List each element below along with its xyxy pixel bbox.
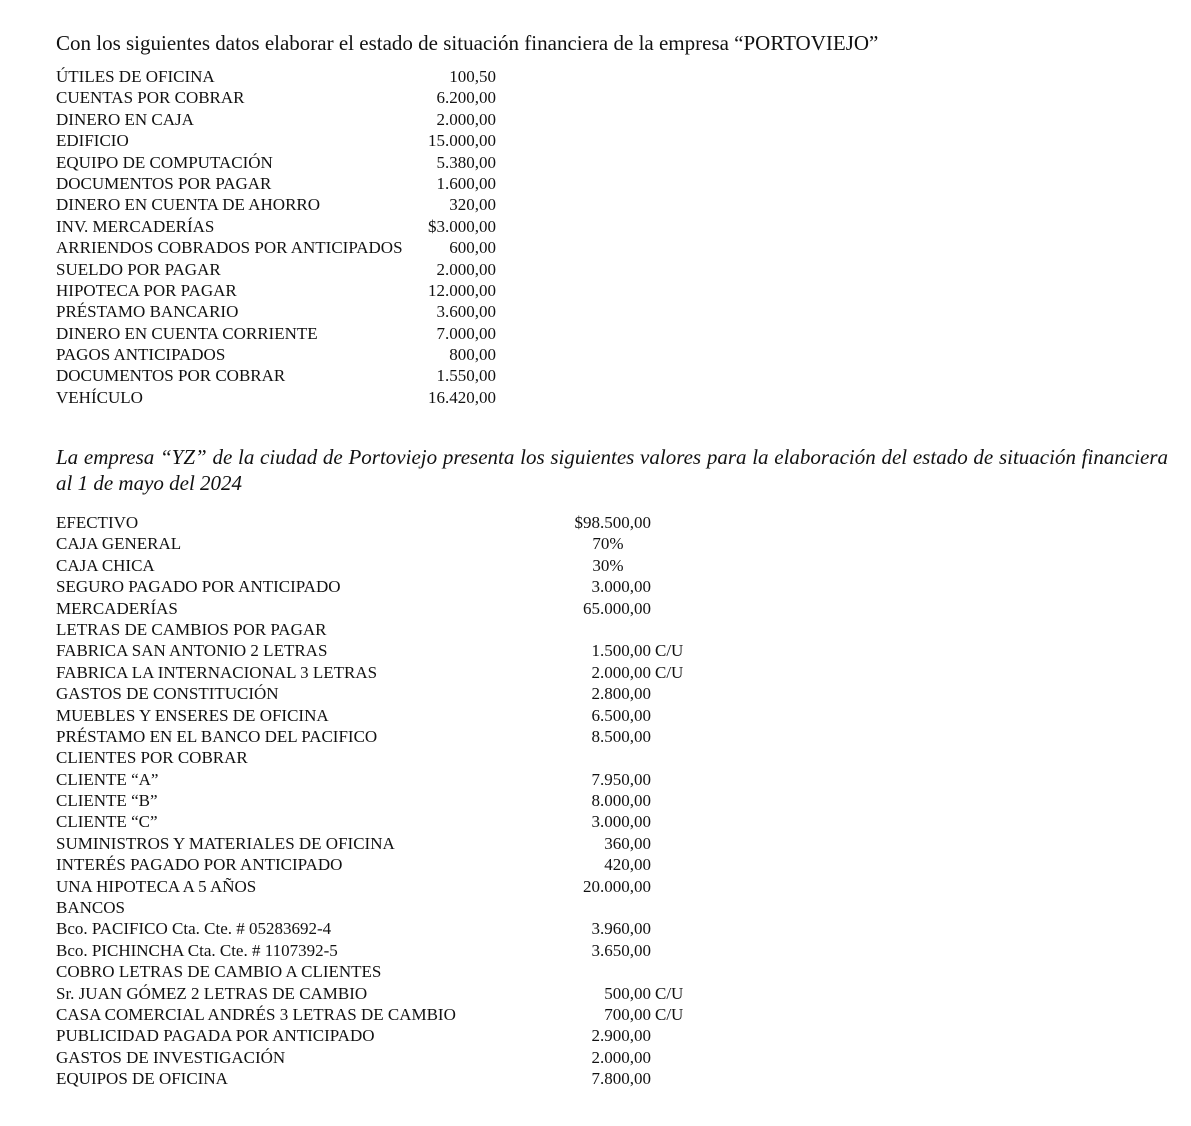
section2-heading: La empresa “YZ” de la ciudad de Portoviejo presenta los siguientes valores para la elaboración del estado de situación financiera al 1 de mayo del 2024 (56, 445, 1168, 495)
item-label: LETRAS DE CAMBIOS POR PAGAR (56, 619, 327, 639)
item-value: $3.000,00 (428, 216, 496, 236)
list-item (56, 940, 756, 961)
list-item (56, 961, 756, 982)
item-value: 2.000,00 (591, 1047, 651, 1067)
item-label: GASTOS DE INVESTIGACIÓN (56, 1047, 286, 1067)
item-label: CASA COMERCIAL ANDRÉS 3 LETRAS DE CAMBIO (56, 1004, 456, 1024)
item-label: EQUIPOS DE OFICINA (56, 1069, 228, 1089)
list-item (56, 259, 516, 280)
item-label: Bco. PICHINCHA Cta. Cte. # 1107392-5 (56, 940, 338, 960)
item-label: CLIENTE “B” (56, 791, 158, 811)
item-value: 3.000,00 (591, 577, 651, 597)
list-item (56, 790, 756, 811)
item-percentage: 70% (592, 534, 624, 554)
list-item (56, 66, 516, 87)
item-value: 800,00 (449, 345, 496, 365)
list-item (56, 1004, 756, 1025)
list-item (56, 173, 516, 194)
section1-heading: Con los siguientes datos elaborar el estado de situación financiera de la empresa “PORTOVIEJO” (56, 31, 879, 55)
item-value: 2.000,00 (436, 259, 496, 279)
item-value: 7.800,00 (591, 1069, 651, 1089)
list-item (56, 555, 756, 576)
item-value: 8.000,00 (591, 791, 651, 811)
item-label: MERCADERÍAS (56, 598, 178, 618)
item-label: FABRICA SAN ANTONIO 2 LETRAS (56, 641, 328, 661)
item-label: MUEBLES Y ENSERES DE OFICINA (56, 705, 329, 725)
item-value: 2.000,00 (436, 109, 496, 129)
item-value: 3.960,00 (591, 919, 651, 939)
item-label: DINERO EN CUENTA CORRIENTE (56, 323, 318, 343)
item-label: COBRO LETRAS DE CAMBIO A CLIENTES (56, 962, 382, 982)
list-item (56, 662, 756, 683)
item-label: PRÉSTAMO BANCARIO (56, 302, 239, 322)
item-label: ARRIENDOS COBRADOS POR ANTICIPADOS (56, 238, 403, 258)
item-label: EDIFICIO (56, 131, 129, 151)
item-label: CLIENTES POR COBRAR (56, 748, 248, 768)
item-value: 65.000,00 (583, 598, 651, 618)
item-label: UNA HIPOTECA A 5 AÑOS (56, 876, 257, 896)
list-item (56, 983, 756, 1004)
list-item (56, 216, 516, 237)
item-label: CAJA GENERAL (56, 534, 182, 554)
item-value: 500,00 (604, 983, 651, 1003)
item-label: PAGOS ANTICIPADOS (56, 345, 226, 365)
item-value: 2.900,00 (591, 1026, 651, 1046)
list-item (56, 130, 516, 151)
item-value: 7.950,00 (591, 769, 651, 789)
item-label: FABRICA LA INTERNACIONAL 3 LETRAS (56, 662, 378, 682)
item-value: 16.420,00 (428, 387, 496, 407)
item-value: 3.650,00 (591, 940, 651, 960)
item-value: 1.600,00 (436, 173, 496, 193)
item-value: 20.000,00 (583, 876, 651, 896)
item-value: 2.000,00 (591, 662, 651, 682)
item-value: 15.000,00 (428, 131, 496, 151)
list-item (56, 344, 516, 365)
item-unit: C/U (655, 662, 684, 682)
item-unit: C/U (655, 983, 684, 1003)
item-label: Bco. PACIFICO Cta. Cte. # 05283692-4 (56, 919, 332, 939)
item-label: SUMINISTROS Y MATERIALES DE OFICINA (56, 833, 395, 853)
list-item (56, 194, 516, 215)
item-label: INV. MERCADERÍAS (56, 216, 215, 236)
list-item (56, 854, 756, 875)
section1-item-list (56, 66, 516, 408)
list-item (56, 1047, 756, 1068)
list-item (56, 918, 756, 939)
list-item (56, 876, 756, 897)
item-label: CLIENTE “A” (56, 769, 159, 789)
item-value: 3.000,00 (591, 812, 651, 832)
list-item (56, 1025, 756, 1046)
item-unit: C/U (655, 1004, 684, 1024)
list-item (56, 512, 756, 533)
list-item (56, 152, 516, 173)
item-value: 12.000,00 (428, 280, 496, 300)
item-label: DOCUMENTOS POR COBRAR (56, 366, 286, 386)
list-item (56, 576, 756, 597)
item-value: 5.380,00 (436, 152, 496, 172)
item-value: $98.500,00 (574, 513, 651, 532)
list-item (56, 811, 756, 832)
item-label: BANCOS (56, 898, 125, 918)
item-label: PUBLICIDAD PAGADA POR ANTICIPADO (56, 1026, 375, 1046)
item-label: CAJA CHICA (56, 555, 155, 575)
item-label: INTERÉS PAGADO POR ANTICIPADO (56, 855, 343, 875)
list-item (56, 301, 516, 322)
item-value: 600,00 (449, 238, 496, 258)
list-item (56, 280, 516, 301)
item-value: 1.500,00 (591, 641, 651, 661)
item-value: 3.600,00 (436, 302, 496, 322)
item-percentage: 30% (592, 555, 624, 575)
item-value: 700,00 (604, 1004, 651, 1024)
item-value: 7.000,00 (436, 323, 496, 343)
item-value: 1.550,00 (436, 366, 496, 386)
item-value: 6.500,00 (591, 705, 651, 725)
item-value: 420,00 (604, 855, 651, 875)
item-value: 100,50 (449, 67, 496, 86)
item-label: CUENTAS POR COBRAR (56, 88, 245, 108)
list-item (56, 619, 756, 640)
item-value: 8.500,00 (591, 726, 651, 746)
item-label: ÚTILES DE OFICINA (56, 67, 215, 86)
item-label: VEHÍCULO (56, 387, 143, 407)
list-item (56, 640, 756, 661)
item-label: DINERO EN CUENTA DE AHORRO (56, 195, 321, 215)
item-unit: C/U (655, 641, 684, 661)
list-item (56, 833, 756, 854)
item-label: PRÉSTAMO EN EL BANCO DEL PACIFICO (56, 726, 378, 746)
list-item (56, 87, 516, 108)
item-label: CLIENTE “C” (56, 812, 158, 832)
item-label: HIPOTECA POR PAGAR (56, 280, 237, 300)
list-item (56, 747, 756, 768)
list-item (56, 897, 756, 918)
list-item (56, 1068, 756, 1089)
list-item (56, 365, 516, 386)
item-value: 2.800,00 (591, 684, 651, 704)
item-value: 360,00 (604, 833, 651, 853)
item-value: 320,00 (449, 195, 496, 215)
list-item (56, 387, 516, 408)
section2-item-list (56, 512, 756, 1090)
item-label: EQUIPO DE COMPUTACIÓN (56, 152, 273, 172)
item-label: GASTOS DE CONSTITUCIÓN (56, 684, 279, 704)
list-item (56, 237, 516, 258)
item-label: Sr. JUAN GÓMEZ 2 LETRAS DE CAMBIO (56, 983, 368, 1003)
list-item (56, 598, 756, 619)
item-label: DOCUMENTOS POR PAGAR (56, 173, 272, 193)
item-label: DINERO EN CAJA (56, 109, 194, 129)
list-item (56, 726, 756, 747)
item-value: 6.200,00 (436, 88, 496, 108)
item-label: SUELDO POR PAGAR (56, 259, 221, 279)
item-label: EFECTIVO (56, 513, 139, 532)
list-item (56, 323, 516, 344)
list-item (56, 533, 756, 554)
list-item (56, 109, 516, 130)
item-label: SEGURO PAGADO POR ANTICIPADO (56, 577, 341, 597)
list-item (56, 705, 756, 726)
list-item (56, 769, 756, 790)
list-item (56, 683, 756, 704)
